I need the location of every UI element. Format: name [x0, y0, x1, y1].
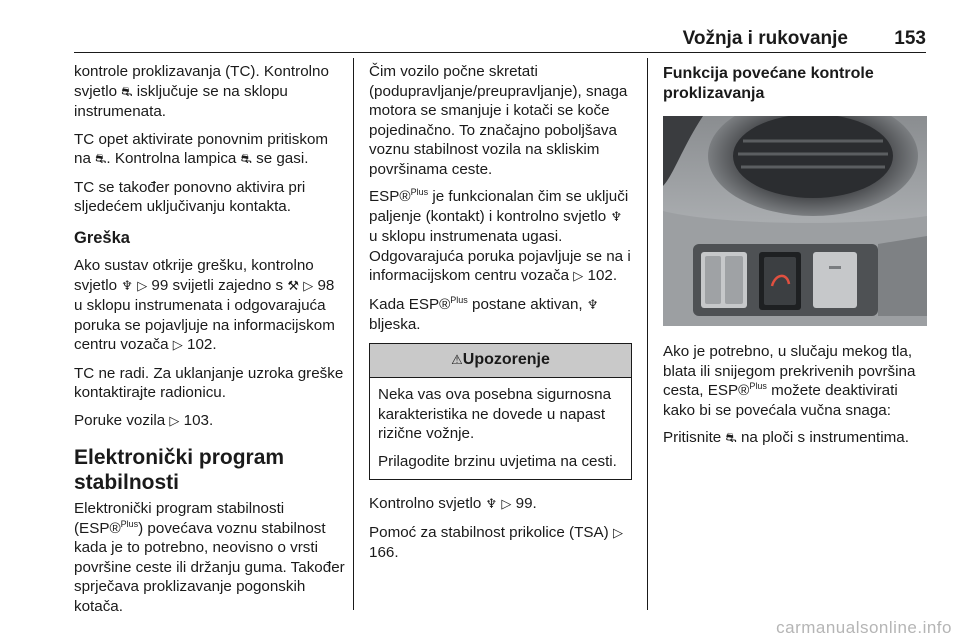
text: u sklopu instrumenata ugasi. Odgovarajuća poruka pojavljuje se na i informacijskom centru vozača [369, 228, 631, 284]
column-right [663, 62, 929, 457]
text: na ploči s instrumentima. [740, 429, 909, 446]
text: možete deaktivirati kako bi se povećala vučna snaga: [663, 382, 898, 419]
warning-box [369, 343, 632, 481]
superscript: Plus [410, 187, 429, 197]
paragraph [74, 256, 346, 356]
traction-control-off-icon: ⛐ [95, 152, 107, 167]
text: 99 svijetli zajedno s [151, 276, 284, 294]
section-title: Vožnja i rukovanje [682, 28, 848, 49]
traction-control-off-icon: ⛐ [725, 431, 737, 446]
esp-warning-icon: ♆ [121, 278, 133, 294]
text: ) povećava voznu stabilnost kada je to potrebno, neovisno o vrsti površine ceste ili držanju guma. Također sprječava proklizavanje pogonskih kotača. [74, 519, 345, 615]
heading-esp: Elektronički program stabilnosti [74, 446, 285, 494]
column-divider [353, 58, 354, 610]
text: Ako sustav otkrije grešku, kontrolno svjetlo [74, 257, 314, 294]
text: Elektronički program stabilnosti (ESP® [74, 500, 285, 537]
spanner-icon: ⚒ [287, 278, 300, 294]
page-reference-arrow-icon: ▷ [573, 269, 584, 284]
superscript: Plus [450, 294, 468, 305]
text: postane aktivan, [472, 295, 583, 313]
superscript: Plus [749, 381, 767, 391]
warning-triangle-icon: ⚠ [451, 352, 463, 368]
paragraph [74, 499, 346, 616]
column-divider [647, 58, 648, 610]
text: 166. [369, 544, 399, 561]
paragraph: Čim vozilo počne skretati (podupravljanje/preupravljanje), snaga motora se smanjuje i kotači se koče pojedinačno. To značajno poboljšava voznu stabilnost vozila na skliskim površinama ceste. [369, 63, 628, 178]
esp-warning-icon: ♆ [485, 497, 498, 512]
traction-control-off-icon: ⛐ [121, 84, 133, 100]
column-middle [369, 62, 632, 571]
text: . Kontrolna lampica [106, 150, 237, 167]
text: Ako je potrebno, u slučaju mekog tla, blata ili snijegom prekrivenih površina cesta, ESP® [663, 343, 916, 399]
paragraph [74, 411, 346, 432]
page-reference-arrow-icon: ▷ [169, 413, 180, 429]
text: TC opet aktivirate ponovnim pritiskom na [74, 130, 329, 167]
paragraph: Neka vas ova posebna sigurnosna karakteristika ne dovede u napast rizične vožnje. [378, 386, 612, 442]
column-left [74, 62, 346, 624]
page-header [74, 28, 926, 53]
text: 103. [183, 411, 214, 429]
text: Pritisnite [663, 429, 722, 446]
paragraph [369, 187, 632, 287]
paragraph [369, 494, 632, 515]
warning-header [370, 344, 631, 379]
text: Kontrolno svjetlo [369, 495, 482, 512]
esp-warning-icon: ♆ [610, 209, 623, 225]
paragraph: TC se također ponovno aktivira pri sljedećem uključivanju kontakta. [74, 178, 306, 215]
text: 99. [515, 495, 537, 512]
superscript: Plus [120, 518, 139, 529]
paragraph [369, 295, 632, 335]
paragraph [74, 130, 346, 170]
text: 102. [187, 336, 217, 353]
paragraph [663, 428, 929, 449]
paragraph: Prilagodite brzinu uvjetima na cesti. [378, 452, 617, 470]
dashboard-switch-photo [663, 116, 927, 326]
page-reference-arrow-icon: ▷ [172, 338, 183, 353]
text: bljeska. [369, 316, 421, 333]
warning-body [370, 378, 631, 471]
paragraph [663, 342, 929, 420]
paragraph: TC ne radi. Za uklanjanje uzroka greške kontaktirajte radionicu. [74, 364, 344, 401]
traction-control-off-icon: ⛐ [240, 152, 252, 167]
page-number: 153 [894, 28, 926, 49]
heading-greska: Greška [74, 228, 130, 247]
warning-title: Upozorenje [462, 350, 550, 368]
text: Pomoć za stabilnost prikolice (TSA) [369, 523, 609, 541]
text: kontrole proklizavanja (TC). Kontrolno svjetlo [74, 63, 329, 100]
page-reference-arrow-icon: ▷ [137, 278, 148, 294]
text: isključuje se na sklopu instrumenata. [74, 82, 288, 120]
heading-increased-traction: Funkcija povećane kontrole proklizavanja [663, 65, 874, 102]
paragraph [369, 523, 632, 563]
text: 98 u sklopu instrumenata i odgovarajuća poruka se pojavljuje na informacijskom centru vozača [74, 276, 335, 353]
esp-warning-icon: ♆ [586, 297, 599, 313]
page-reference-arrow-icon: ▷ [501, 497, 512, 512]
text: ESP® [369, 188, 411, 205]
text: se gasi. [256, 150, 309, 167]
text: 102. [587, 267, 618, 284]
page-reference-arrow-icon: ▷ [612, 525, 623, 541]
text: je funkcionalan čim se uključi paljenje (kontakt) i kontrolno svjetlo [369, 188, 629, 225]
paragraph [74, 62, 346, 122]
text: Poruke vozila [74, 411, 166, 429]
text: Kada ESP® [369, 295, 451, 313]
footer-watermark: carmanualsonline.info [776, 618, 952, 637]
page-reference-arrow-icon: ▷ [303, 278, 314, 294]
